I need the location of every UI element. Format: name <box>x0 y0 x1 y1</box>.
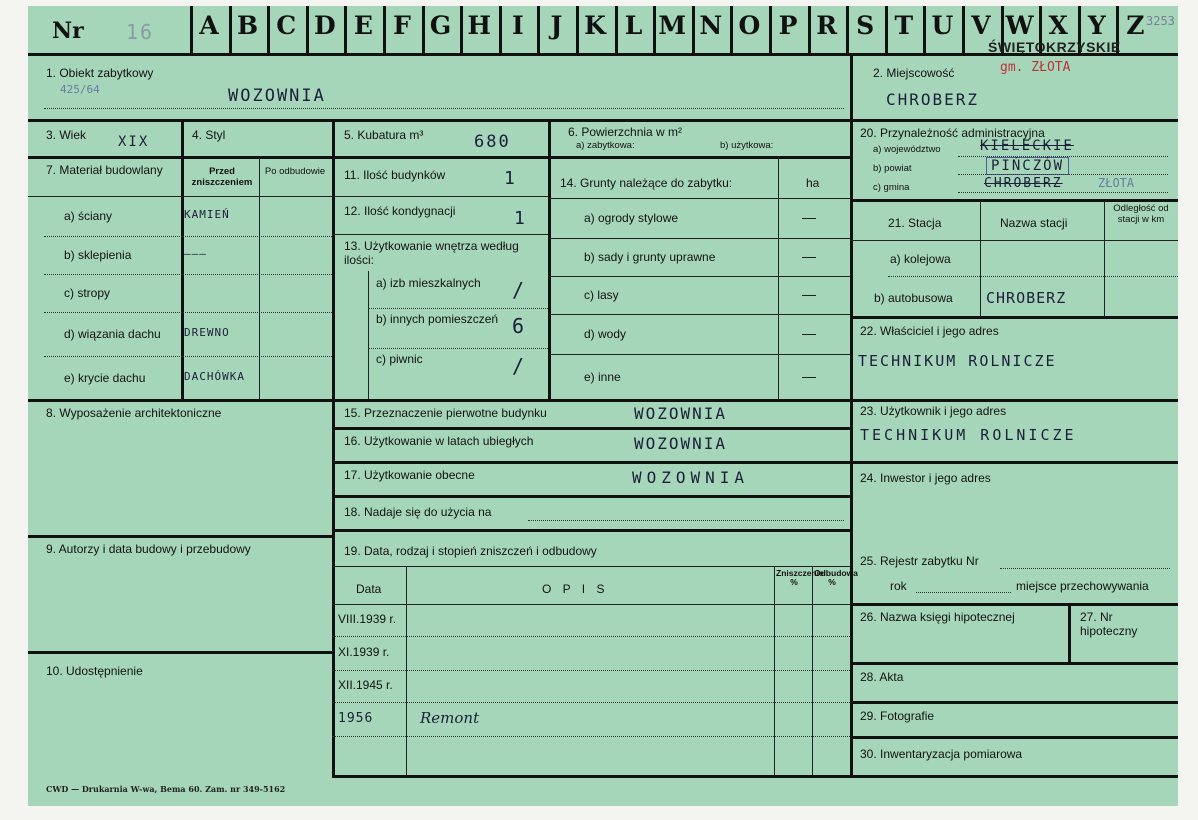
grunty-row-line <box>548 238 850 239</box>
letter-d: D <box>313 11 336 40</box>
uzytkowanie-ubiegle-value: WOZOWNIA <box>634 434 728 453</box>
wnetrze-row-dots <box>368 348 548 349</box>
obiekt-ref: 425/64 <box>60 83 100 96</box>
letter-c: C <box>276 11 297 40</box>
letter-t: T <box>894 11 914 40</box>
zn-row-dots <box>332 670 850 671</box>
ilosc-kondygnacji-label: 12. Ilość kondygnacji <box>344 204 456 218</box>
wnetrze-row-label: b) innych pomieszczeń <box>376 312 499 326</box>
letter-v: V <box>971 11 991 40</box>
letter-g: G <box>429 11 452 40</box>
miejscowosc-note: gm. ZŁOTA <box>1000 60 1071 75</box>
udostepnienie-label: 10. Udostępnienie <box>46 664 143 678</box>
ilosc-budynkow-label: 11. Ilość budynków <box>344 168 446 182</box>
grunty-row-label: a) ogrody stylowe <box>584 211 679 225</box>
letter-divider <box>576 6 579 53</box>
autorzy-label: 9. Autorzy i data budowy i przebudowy <box>46 542 251 556</box>
styl-label: 4. Styl <box>192 128 226 142</box>
grunty-row-label: d) wody <box>584 327 627 341</box>
letter-s: S <box>856 11 875 40</box>
zn-row-dots <box>332 636 850 637</box>
zn-col-data: Data <box>356 582 382 596</box>
ksiega-label: 26. Nazwa księgi hipotecznej <box>860 610 1015 624</box>
middle-column-divider <box>332 121 335 778</box>
kubatura-value: 680 <box>474 132 511 152</box>
zn-col-odb: Odbudowa % <box>814 568 858 587</box>
wnetrze-row-label: a) izb mieszkalnych <box>376 276 481 290</box>
miejscowosc-value: CHROBERZ <box>886 90 980 109</box>
material-divider <box>181 121 184 401</box>
woj-value: KIELECKIE <box>980 138 1074 154</box>
inwestor-label: 24. Inwestor i jego adres <box>860 471 991 485</box>
wiek-label: 3. Wiek <box>46 128 87 142</box>
uzytkowanie-obecne-value: WOZOWNIA <box>632 468 750 487</box>
inwentaryzacja-label: 30. Inwentaryzacja pomiarowa <box>860 747 1023 761</box>
grunty-row-value: — <box>802 248 816 264</box>
zn-row-date: 1956 <box>338 711 374 726</box>
letter-m: M <box>658 11 687 40</box>
uzytkowanie-obecne-label: 17. Użytkowanie obecne <box>344 468 475 482</box>
material-row-label: b) sklepienia <box>64 248 132 262</box>
gmina-label: c) gmina <box>873 182 910 193</box>
letter-p: P <box>778 11 798 40</box>
letter-divider <box>653 6 656 53</box>
material-row-dots <box>44 274 332 275</box>
akta-label: 28. Akta <box>860 670 904 684</box>
rejestr-label: 25. Rejestr zabytku Nr <box>860 554 979 568</box>
grunty-row-value: — <box>802 286 816 302</box>
letter-j: J <box>550 11 563 40</box>
material-col-before: Przed zniszczeniem <box>191 166 253 188</box>
uzytkowanie-wnetrza-label: 13. Użytkowanie wnętrza według ilości: <box>344 239 519 267</box>
nr-value: 16 <box>126 20 155 44</box>
material-row-label: e) krycie dachu <box>64 370 146 385</box>
material-label: 7. Materiał budowlany <box>46 163 163 177</box>
nadaje-label: 18. Nadaje się do użycia na <box>344 505 492 519</box>
powierzchnia-label: 6. Powierzchnia w m² <box>568 125 683 139</box>
powiat-value: PIŃCZÓW <box>986 157 1069 175</box>
grunty-row-value: — <box>802 367 816 384</box>
letter-z: Z <box>1126 11 1145 40</box>
material-row-dots <box>44 356 332 357</box>
right-column-divider <box>850 53 853 778</box>
material-row-value: DREWNO <box>184 326 230 339</box>
material-row-dots <box>44 312 332 313</box>
miejscowosc-label: 2. Miejscowość <box>873 66 955 80</box>
kubatura-label: 5. Kubatura m³ <box>344 128 424 142</box>
zn-col-zn: Zniszczenie % <box>776 568 824 587</box>
gmina-value: CHROBERZ <box>984 176 1063 191</box>
powiat-label: b) powiat <box>873 163 912 174</box>
letter-i: I <box>511 11 524 40</box>
wlasciciel-label: 22. Właściciel i jego adres <box>860 324 999 338</box>
autobusowa-value: CHROBERZ <box>986 289 1067 307</box>
header-line <box>28 53 1178 56</box>
printer-footer: CWD — Drukarnia W-wa, Bema 60. Zam. nr 349-5162 <box>46 784 286 794</box>
letter-divider <box>383 6 386 53</box>
stacja-label: 21. Stacja <box>888 216 942 230</box>
grunty-row-value: — <box>802 209 816 225</box>
uzytkownik-value: TECHNIKUM ROLNICZE <box>860 426 1077 444</box>
stacja-name-col: Nazwa stacji <box>1000 216 1068 230</box>
letter-y: Y <box>1087 11 1106 40</box>
wyposazenie-label: 8. Wyposażenie architektoniczne <box>46 406 222 420</box>
letter-divider <box>499 6 502 53</box>
autobusowa-label: b) autobusowa <box>874 291 953 305</box>
letter-divider <box>229 6 232 53</box>
ilosc-kondygnacji-value: 1 <box>514 208 527 229</box>
kolejowa-label: a) kolejowa <box>890 252 951 266</box>
region-stamp: ŚWIĘTOKRZYSKIE <box>988 39 1121 55</box>
letter-f: F <box>393 11 411 40</box>
letter-divider <box>769 6 772 53</box>
wnetrze-row-value: / <box>512 278 527 302</box>
letter-w: W <box>1005 11 1034 40</box>
rejestr-rok: rok <box>890 579 907 593</box>
obiekt-label: 1. Obiekt zabytkowy <box>46 66 154 80</box>
letter-a: A <box>199 11 219 40</box>
material-row-label: d) wiązania dachu <box>64 327 161 341</box>
zn-row-date: XI.1939 r. <box>338 645 390 659</box>
letter-k: K <box>584 11 606 40</box>
letter-divider <box>846 6 849 53</box>
grunty-divider <box>548 121 551 401</box>
row2-line-left <box>28 156 850 159</box>
letter-o: O <box>738 11 761 40</box>
letter-divider <box>344 6 347 53</box>
letter-divider <box>537 6 540 53</box>
material-row-value: DACHÓWKA <box>184 369 245 383</box>
woj-label: a) województwo <box>873 144 941 155</box>
row1-line <box>28 119 1178 122</box>
material-row-value: ——— <box>184 247 207 260</box>
letter-divider <box>730 6 733 53</box>
letter-divider <box>615 6 618 53</box>
fotografie-label: 29. Fotografie <box>860 709 935 723</box>
zn-row-dots <box>332 702 850 703</box>
material-row-label: c) stropy <box>64 286 111 300</box>
grunty-row-label: b) sady i grunty uprawne <box>584 250 716 264</box>
grunty-row-label: c) lasy <box>584 288 619 302</box>
letter-divider <box>460 6 463 53</box>
zn-row-date: VIII.1939 r. <box>338 612 397 626</box>
powierzchnia-b: b) użytkowa: <box>720 140 774 151</box>
letter-divider <box>808 6 811 53</box>
ilosc-budynkow-value: 1 <box>504 168 517 189</box>
przeznaczenie-value: WOZOWNIA <box>634 404 728 423</box>
zn-row-dots <box>332 736 850 737</box>
material-row-value: KAMIEŃ <box>184 208 230 221</box>
row4-line-left <box>28 535 332 538</box>
grunty-label: 14. Grunty należące do zabytku: <box>560 176 733 190</box>
material-col-after: Po odbudowie <box>264 166 326 177</box>
letter-h: H <box>467 11 491 40</box>
stacja-dist-col: Odległość od stacji w km <box>1113 203 1169 225</box>
powierzchnia-a: a) zabytkowa: <box>576 140 635 151</box>
letter-b: B <box>237 11 259 40</box>
uzytkownik-label: 23. Użytkownik i jego adres <box>860 404 1007 418</box>
zn-row-opis: Remont <box>420 709 480 727</box>
row3-line <box>28 399 1178 402</box>
letter-n: N <box>699 11 723 40</box>
letter-divider <box>962 6 965 53</box>
inventory-card <box>28 6 1178 806</box>
row5-line-left <box>28 651 332 654</box>
przeznaczenie-label: 15. Przeznaczenie pierwotne budynku <box>344 406 547 420</box>
gmina-new: ZŁOTA <box>1098 176 1135 190</box>
grunty-row-label: e) inne <box>584 369 621 384</box>
letter-divider <box>692 6 695 53</box>
zn-row-date: XII.1945 r. <box>338 678 393 692</box>
letter-divider <box>267 6 270 53</box>
zn-col-opis: O P I S <box>542 582 609 596</box>
letter-divider <box>885 6 888 53</box>
hipoteka-label: 27. Nr hipoteczny <box>1080 610 1138 638</box>
grunty-unit: ha <box>806 176 820 190</box>
wnetrze-row-label: c) piwnic <box>376 352 423 366</box>
przynaleznosc-label: 20. Przynależność administracyjna <box>860 126 1045 140</box>
wiek-value: XIX <box>118 134 150 150</box>
letter-r: R <box>816 11 837 40</box>
letter-u: U <box>931 11 954 40</box>
uzytkowanie-ubiegle-label: 16. Użytkowanie w latach ubiegłych <box>344 434 534 448</box>
letter-divider <box>190 6 193 53</box>
wnetrze-row-dots <box>368 308 548 309</box>
grunty-row-line <box>548 314 850 315</box>
letter-x: X <box>1048 11 1068 40</box>
grunty-row-line <box>548 354 850 355</box>
nr-label: Nr <box>52 18 84 44</box>
wnetrze-row-value: 6 <box>512 314 527 338</box>
letter-divider <box>422 6 425 53</box>
grunty-row-line <box>548 276 850 277</box>
letter-divider <box>923 6 926 53</box>
rejestr-miejsce: miejsce przechowywania <box>1016 579 1149 593</box>
grunty-row-value: — <box>802 325 816 341</box>
obiekt-value: WOZOWNIA <box>228 86 326 106</box>
zniszczenia-label: 19. Data, rodzaj i stopień zniszczeń i odbudowy <box>344 544 597 558</box>
material-row-dots <box>44 236 332 237</box>
wnetrze-row-value: / <box>512 354 527 378</box>
material-row-label: a) ściany <box>64 209 113 223</box>
letter-l: L <box>624 11 643 40</box>
letter-divider <box>306 6 309 53</box>
corner-number: 3253 <box>1146 14 1175 28</box>
wlasciciel-value: TECHNIKUM ROLNICZE <box>858 352 1057 370</box>
letter-e: E <box>353 11 373 40</box>
